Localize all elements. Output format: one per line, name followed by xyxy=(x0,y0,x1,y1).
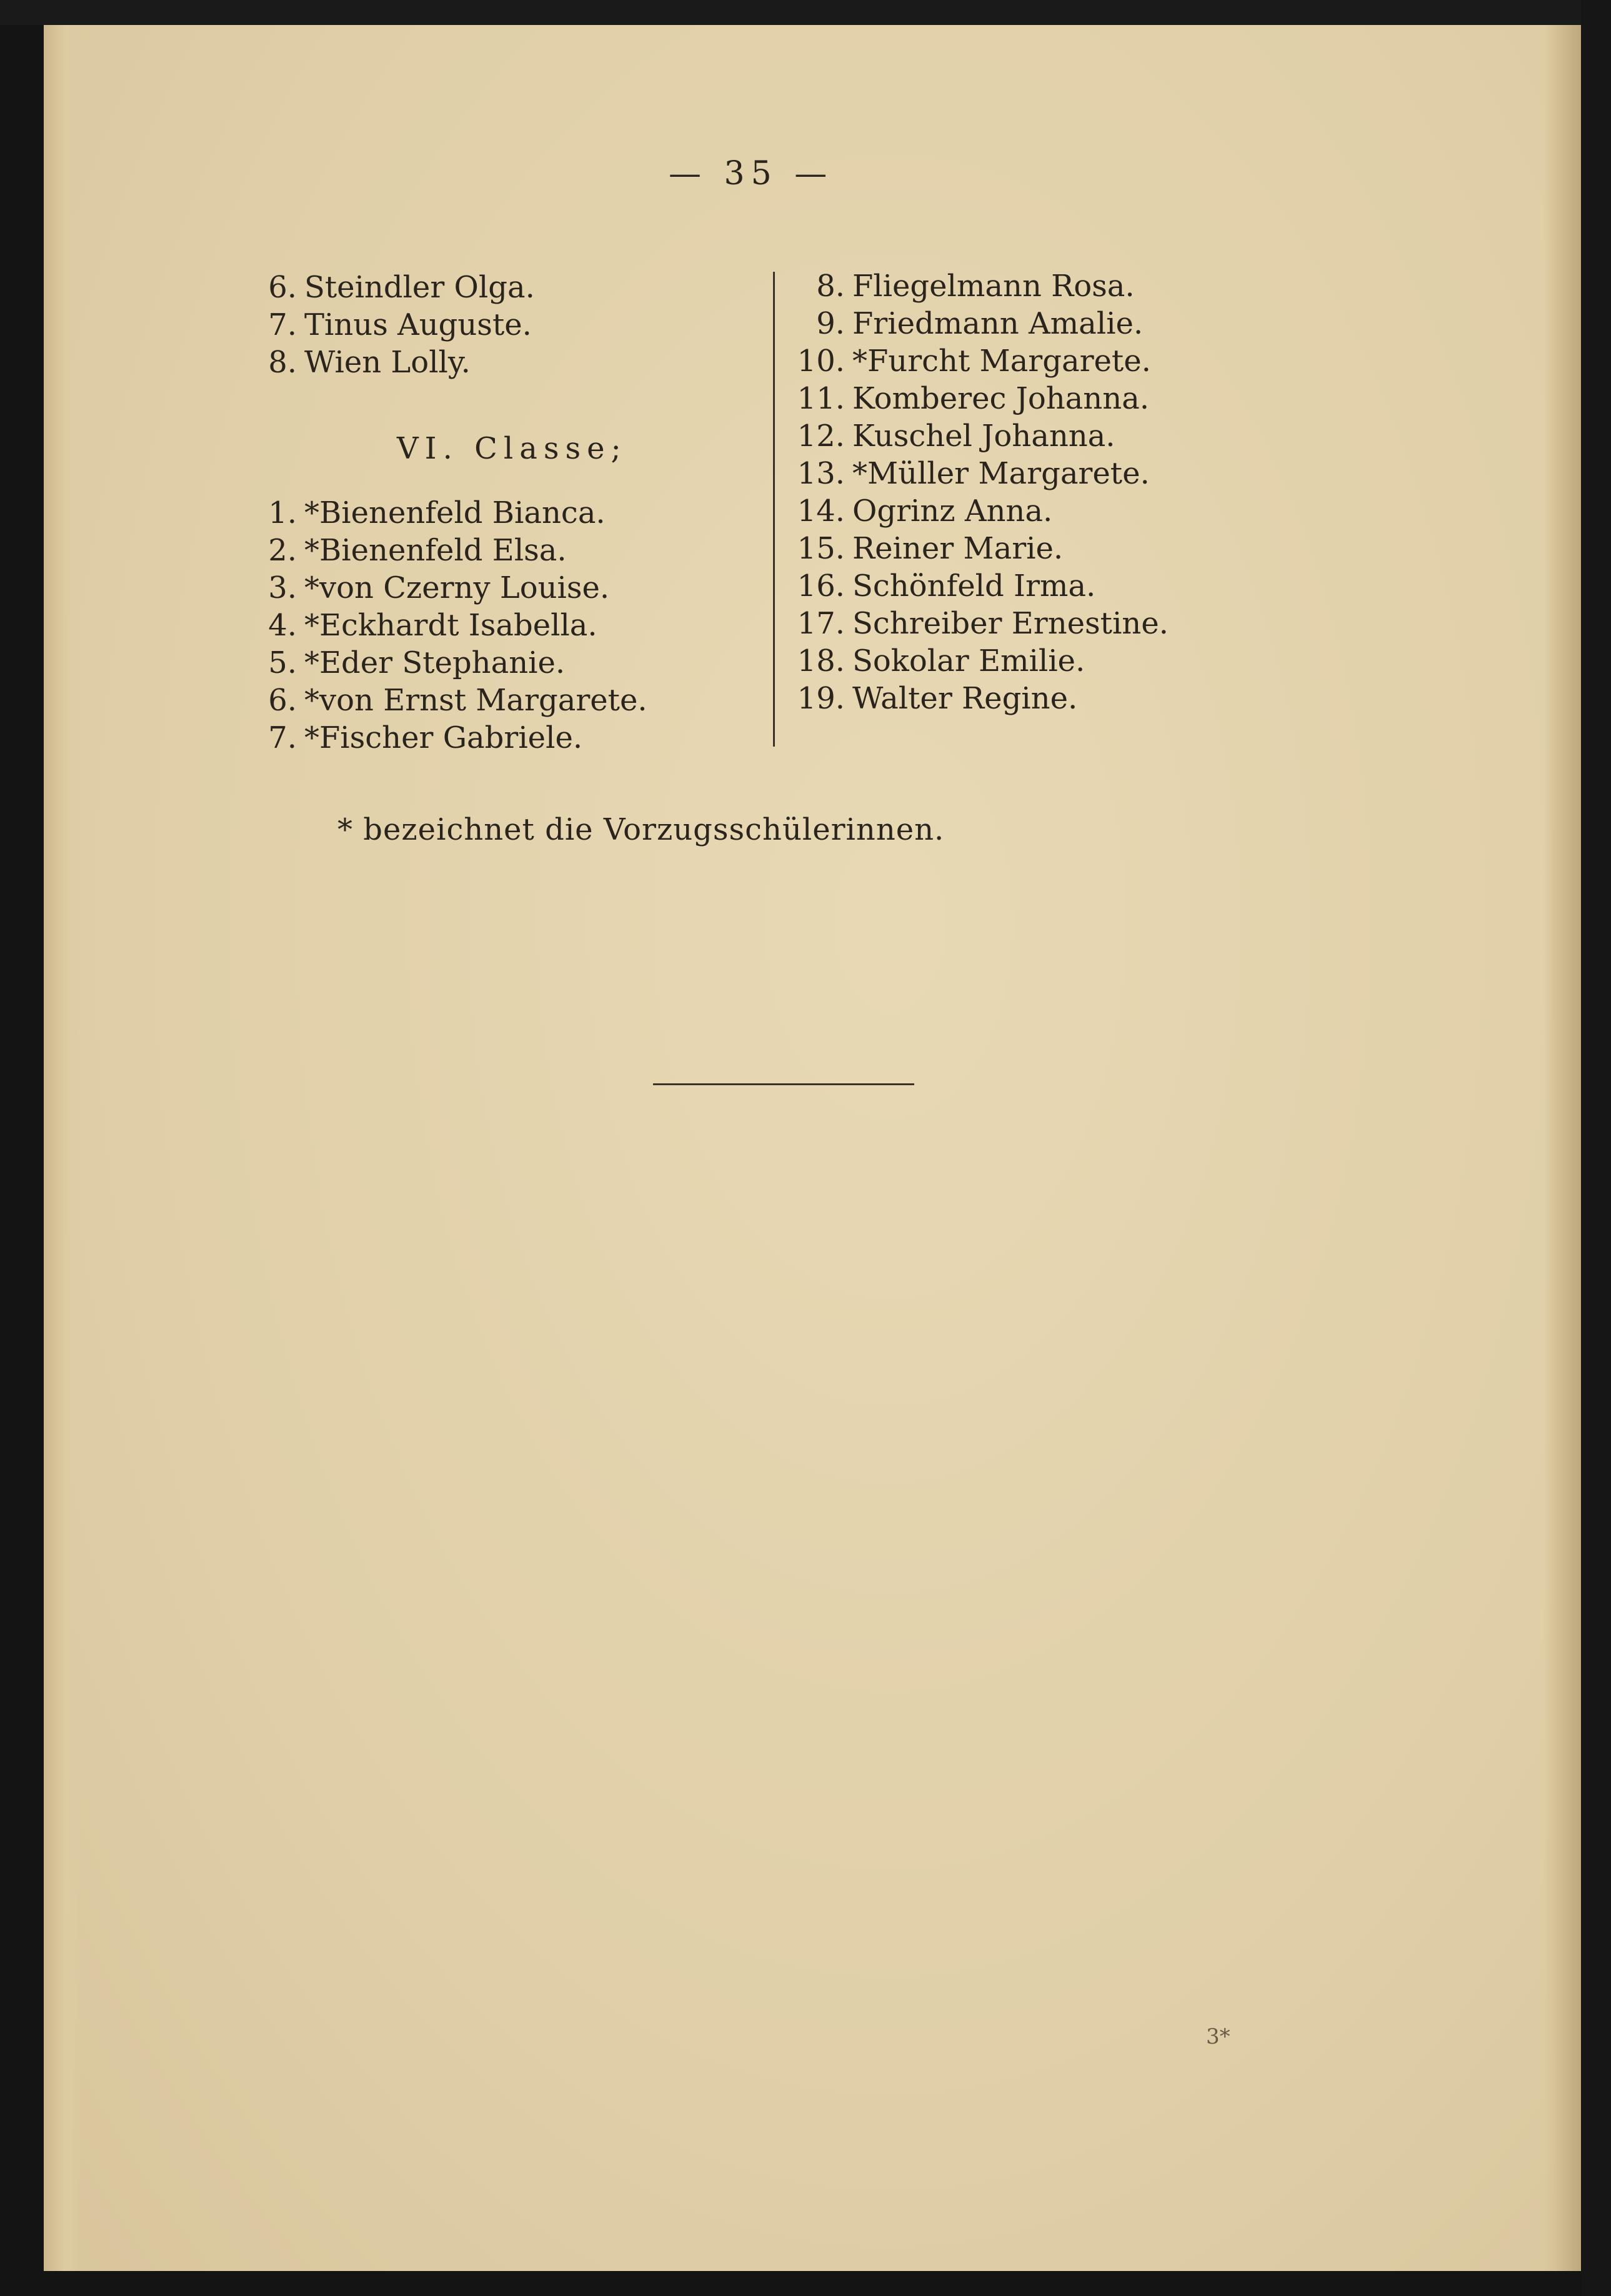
entry-number: 7. xyxy=(268,307,297,342)
list-item xyxy=(786,381,1149,416)
list-item xyxy=(786,306,1143,341)
list-item xyxy=(786,269,1135,304)
footnote: * bezeichnet die Vorzugsschülerinnen. xyxy=(337,812,945,847)
page-binding-edge xyxy=(44,25,81,2271)
entry-name: *Fischer Gabriele. xyxy=(304,720,583,755)
list-item xyxy=(237,608,597,643)
list-item xyxy=(237,533,567,568)
entry-number: 10. xyxy=(797,344,845,379)
list-item xyxy=(237,645,565,680)
entry-number: 11. xyxy=(797,381,845,416)
list-item xyxy=(786,644,1085,678)
entry-name: Fliegelmann Rosa. xyxy=(852,269,1135,304)
entry-number: 19. xyxy=(797,681,845,716)
list-item xyxy=(237,345,471,380)
entry-name: *Furcht Margarete. xyxy=(852,344,1151,379)
list-item xyxy=(786,681,1077,716)
list-item xyxy=(786,494,1052,529)
entry-name: Schönfeld Irma. xyxy=(852,569,1096,604)
entry-number: 8. xyxy=(816,269,845,304)
entry-name: Friedmann Amalie. xyxy=(852,306,1144,341)
entry-name: *Bienenfeld Elsa. xyxy=(304,533,567,568)
list-item xyxy=(237,570,609,605)
entry-number: 4. xyxy=(268,608,297,643)
entry-number: 5. xyxy=(268,645,297,680)
column-divider xyxy=(773,272,775,747)
list-item xyxy=(786,419,1115,454)
list-item xyxy=(237,495,606,530)
entry-number: 2. xyxy=(268,533,297,568)
scan-right-border xyxy=(1581,0,1611,2296)
list-item xyxy=(786,531,1063,566)
entry-name: Reiner Marie. xyxy=(852,531,1064,566)
list-item xyxy=(237,720,582,755)
entry-number: 18. xyxy=(797,644,845,678)
entry-number: 14. xyxy=(797,494,845,529)
entry-number: 16. xyxy=(797,569,845,604)
list-item xyxy=(786,569,1095,604)
entry-number: 8. xyxy=(268,345,297,380)
signature-mark: 3* xyxy=(1206,2024,1230,2049)
entry-name: *von Ernst Margarete. xyxy=(304,683,647,718)
entry-name: Kuschel Johanna. xyxy=(852,419,1115,454)
entry-name: *Müller Margarete. xyxy=(852,456,1150,491)
entry-number: 6. xyxy=(268,270,297,305)
entry-name: Sokolar Emilie. xyxy=(852,644,1085,678)
entry-number: 1. xyxy=(268,495,297,530)
entry-number: 9. xyxy=(816,306,845,341)
scan-top-border xyxy=(0,0,1611,25)
list-item xyxy=(786,344,1151,379)
page-number: — 35 — xyxy=(669,155,834,192)
entry-number: 17. xyxy=(797,606,845,641)
page-outer-edge xyxy=(1544,25,1581,2271)
entry-name: Steindler Olga. xyxy=(304,270,535,305)
entry-name: *von Czerny Louise. xyxy=(304,570,610,605)
entry-number: 7. xyxy=(268,720,297,755)
entry-name: Wien Lolly. xyxy=(304,345,471,380)
class-heading: VI. Classe; xyxy=(397,431,627,466)
entry-number: 13. xyxy=(797,456,845,491)
entry-name: *Eder Stephanie. xyxy=(304,645,566,680)
entry-name: Komberec Johanna. xyxy=(852,381,1149,416)
entry-name: Tinus Auguste. xyxy=(304,307,532,342)
list-item xyxy=(786,456,1150,491)
entry-number: 6. xyxy=(268,683,297,718)
section-rule xyxy=(653,1083,914,1085)
list-item xyxy=(237,683,647,718)
entry-name: *Bienenfeld Bianca. xyxy=(304,495,606,530)
list-item xyxy=(237,270,535,305)
entry-number: 12. xyxy=(797,419,845,454)
list-item xyxy=(237,307,532,342)
entry-number: 15. xyxy=(797,531,845,566)
entry-name: Walter Regine. xyxy=(852,681,1078,716)
entry-name: Schreiber Ernestine. xyxy=(852,606,1169,641)
entry-name: Ogrinz Anna. xyxy=(852,494,1053,529)
entry-number: 3. xyxy=(268,570,297,605)
list-item xyxy=(786,606,1169,641)
entry-name: *Eckhardt Isabella. xyxy=(304,608,597,643)
